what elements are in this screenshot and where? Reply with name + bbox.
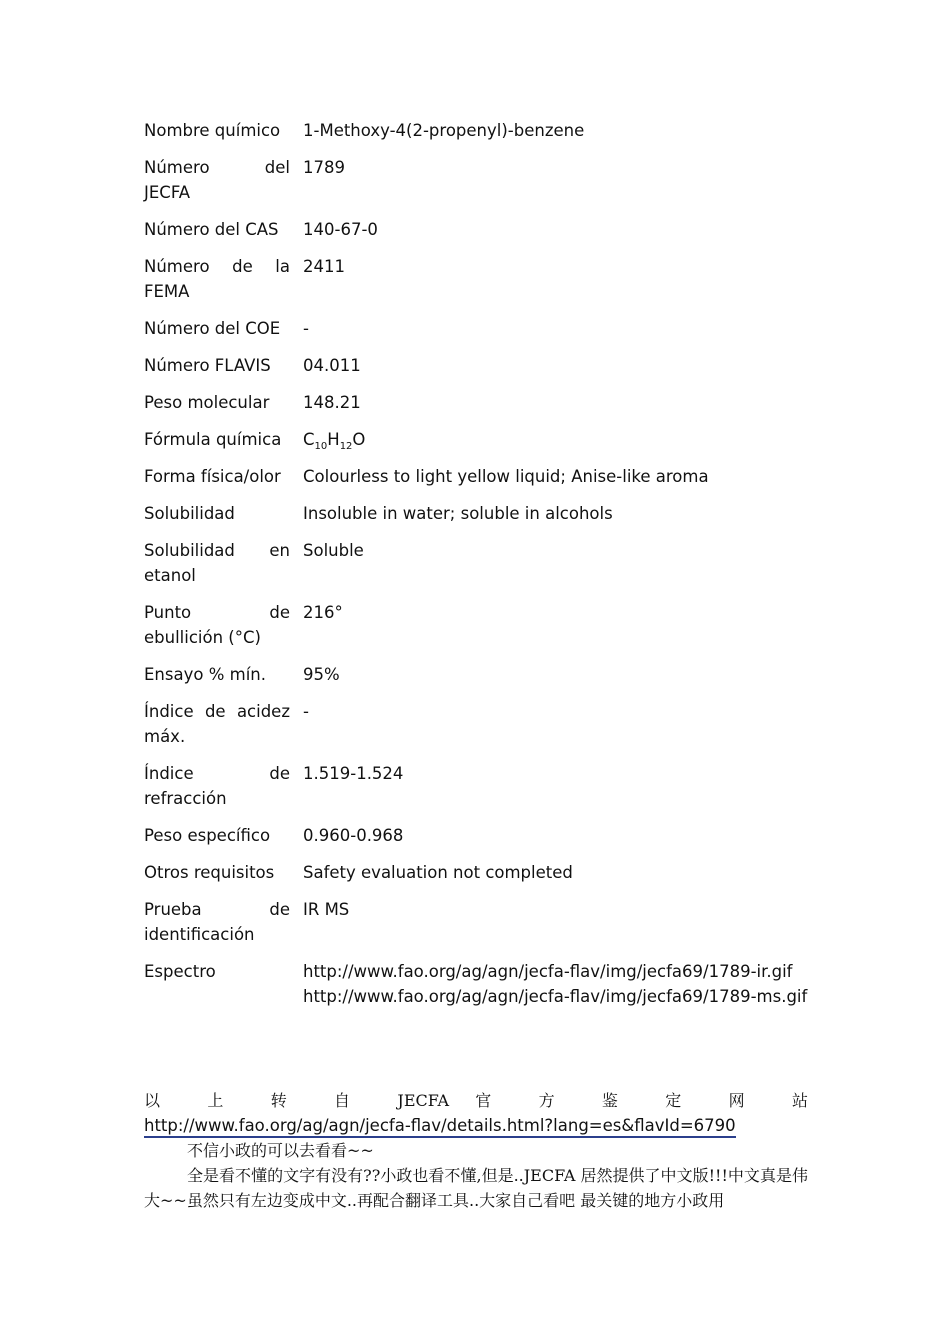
source-line (144, 1113, 808, 1138)
spec-value: - (303, 319, 309, 338)
spec-row (144, 699, 810, 749)
spec-label: Nombre químico (144, 121, 281, 140)
spec-label: Número del CAS (144, 220, 279, 239)
spec-label: Otros requisitos (144, 863, 275, 882)
spec-value: 04.011 (303, 356, 361, 375)
spec-row (144, 390, 810, 415)
spec-row (144, 538, 810, 588)
spec-row (144, 761, 810, 811)
spec-value: 148.21 (303, 393, 361, 412)
spec-row (144, 464, 810, 489)
spec-label: Peso específico (144, 826, 271, 845)
spec-label: Solubilidad en etanol (144, 541, 290, 585)
source-link[interactable]: http://www.fao.org/ag/agn/jecfa-flav/details.html?lang=es&flavId=6790 (144, 1116, 736, 1138)
spec-row (144, 600, 810, 650)
spectrum-ms-url: http://www.fao.org/ag/agn/jecfa-flav/img/jecfa69/1789-ms.gif (303, 987, 808, 1006)
spectrum-urls (303, 959, 810, 1009)
spec-row (144, 353, 810, 378)
source-prefix: 以 上 转 自 JECFA 官 方 鉴 定 网 站 (144, 1091, 808, 1110)
spec-label: Punto de ebullición (°C) (144, 603, 290, 647)
spec-label: Índice de refracción (144, 764, 290, 808)
spec-value: Soluble (303, 541, 364, 560)
spec-label: Fórmula química (144, 430, 282, 449)
spec-label: Forma física/olor (144, 467, 281, 486)
spec-row (144, 501, 810, 526)
spec-value: 1789 (303, 158, 345, 177)
spec-row (144, 427, 810, 452)
spec-row (144, 316, 810, 341)
spec-value: 140-67-0 (303, 220, 378, 239)
commentary (144, 1088, 808, 1213)
spec-table (144, 118, 810, 1021)
spec-value: IR MS (303, 900, 350, 919)
spec-row (144, 860, 810, 885)
chemical-formula: $C_{10}H_{12}O$ (303, 430, 366, 452)
spec-value: 95% (303, 665, 340, 684)
spec-row (144, 254, 810, 304)
spec-value: 0.960-0.968 (303, 826, 404, 845)
spec-value: 1.519-1.524 (303, 764, 404, 783)
spec-row (144, 217, 810, 242)
spec-value: Safety evaluation not completed (303, 863, 573, 882)
commentary-line: 不信小政的可以去看看~~ (187, 1141, 374, 1160)
spec-label: Índice de acidez máx. (144, 702, 290, 746)
spec-row (144, 823, 810, 848)
spec-label: Número de la FEMA (144, 257, 290, 301)
spec-value: 2411 (303, 257, 345, 276)
spec-label: Prueba de identificación (144, 900, 290, 944)
spec-label: Peso molecular (144, 393, 270, 412)
spec-value: 216° (303, 603, 343, 622)
spec-value: 1-Methoxy-4(2-propenyl)-benzene (303, 121, 585, 140)
spec-row (144, 662, 810, 687)
spec-row (144, 959, 810, 1009)
spec-label: Número del JECFA (144, 158, 290, 202)
spec-value: - (303, 702, 309, 721)
spec-label: Espectro (144, 962, 216, 981)
spec-value: Insoluble in water; soluble in alcohols (303, 504, 613, 523)
spec-label: Número FLAVIS (144, 356, 271, 375)
spec-label: Solubilidad (144, 504, 235, 523)
spec-row (144, 118, 810, 143)
commentary-paragraph: 全是看不懂的文字有没有??小政也看不懂,但是..JECFA 居然提供了中文版!!!中文真是伟大~~虽然只有左边变成中文..再配合翻译工具..大家自己看吧 最关键的地方小政用 (144, 1166, 808, 1210)
spec-label: Número del COE (144, 319, 281, 338)
spec-value: Colourless to light yellow liquid; Anise-like aroma (303, 467, 709, 486)
spec-label: Ensayo % mín. (144, 665, 266, 684)
spec-row (144, 897, 810, 947)
spec-row (144, 155, 810, 205)
spectrum-ir-url: http://www.fao.org/ag/agn/jecfa-flav/img/jecfa69/1789-ir.gif (303, 962, 793, 981)
